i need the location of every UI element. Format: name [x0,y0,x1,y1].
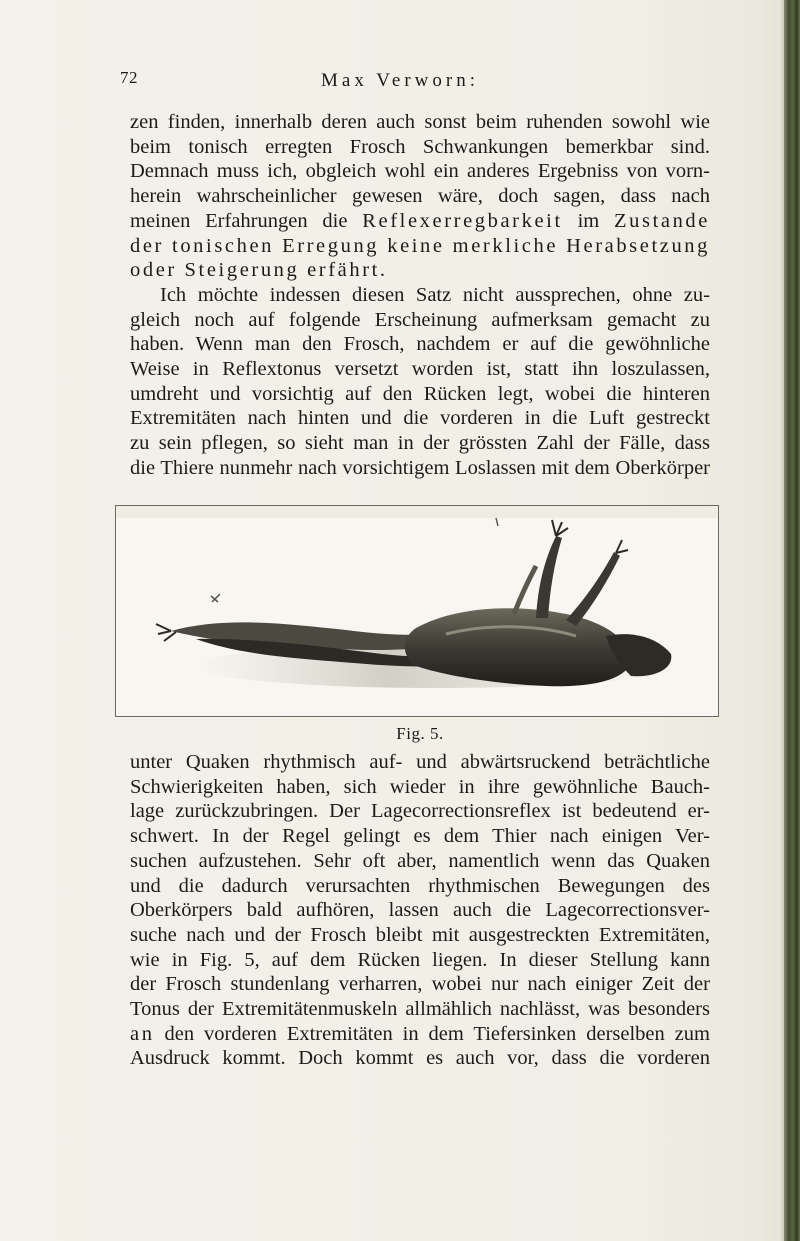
book-page-edge [784,0,800,1241]
text-line: Ausdruck kommt. Doch kommt es auch vor, dass die vorderen [130,1047,710,1070]
figure-frog-illustration [115,505,719,717]
paragraph-1 [130,110,710,481]
text-line: und die dadurch verursachten rhythmischen Bewegungen des [130,874,710,897]
emphasis-text: Zustande [614,209,710,232]
running-head: Max Verworn: [321,70,479,91]
text-line: Extremitäten nach hinten und die vorderen in die Luft gestreckt [130,407,710,430]
text-line: Schwierigkeiten haben, sich wieder in ihre gewöhnliche Bauch- [130,775,710,798]
text-line: suchen aufzustehen. Sehr oft aber, namentlich wenn das Quaken [130,849,710,872]
text-segment: meinen Erfahrungen die [130,209,363,232]
text-line: Ich möchte indessen diesen Satz nicht aussprechen, ohne zu- [160,283,710,306]
text-line: lage zurückzubringen. Der Lagecorrectionsreflex ist bedeutend er- [130,800,710,823]
figure-caption: Fig. 5. [396,724,444,743]
text-segment: den vorderen Extremitäten in dem Tiefersinken derselben zum [154,1022,710,1045]
text-line: gleich noch auf folgende Erscheinung aufmerksam gemacht zu [130,308,710,331]
text-line [130,209,710,234]
text-line: Demnach muss ich, obgleich wohl ein anderes Ergebniss von vorn- [130,160,710,183]
text-line: umdreht und vorsichtig auf den Rücken legt, wobei die hinteren [130,382,710,405]
text-line: haben. Wenn man den Frosch, nachdem er auf die gewöhnliche [130,333,710,356]
page-number: 72 [120,68,138,87]
frog-illustration [116,506,718,716]
text-line: Oberkörpers bald aufhören, lassen auch die Lagecorrectionsver- [130,899,710,922]
text-line: zu sein pflegen, so sieht man in der grössten Zahl der Fälle, dass [130,432,710,455]
text-line: wie in Fig. 5, auf dem Rücken liegen. In dieser Stellung kann [130,948,710,971]
text-line: Weise in Reflextonus versetzt worden ist, statt ihn loszulassen, [130,358,710,381]
emphasis-text: Reflexerregbarkeit [362,209,563,232]
emphasis-line: oder Steigerung erfährt. [130,259,388,282]
emphasis-line: der tonischen Erregung keine merkliche Herabsetzung [130,234,710,257]
text-segment: im [562,209,615,232]
emphasis-text: an [130,1022,155,1045]
text-line: herein wahrscheinlicher gewesen wäre, doch sagen, dass nach [130,185,710,208]
text-line: der Frosch stundenlang verharren, wobei nur nach einiger Zeit der [130,973,710,996]
text-line: suche nach und der Frosch bleibt mit ausgestreckten Extremitäten, [130,923,710,946]
text-line: Tonus der Extremitätenmuskeln allmählich nachlässt, was besonders [130,998,710,1021]
text-line: zen finden, innerhalb deren auch sonst beim ruhenden sowohl wie [130,111,710,133]
text-line: schwert. In der Regel gelingt es dem Thier nach einigen Ver- [130,825,710,848]
text-line: beim tonisch erregten Frosch Schwankungen bemerkbar sind. [130,135,710,158]
text-line [130,1022,710,1047]
text-line: unter Quaken rhythmisch auf- und abwärtsruckend beträchtliche [130,751,710,773]
paragraph-3 [130,750,710,1071]
text-line: die Thiere nunmehr nach vorsichtigem Loslassen mit dem Oberkörper [130,456,710,479]
